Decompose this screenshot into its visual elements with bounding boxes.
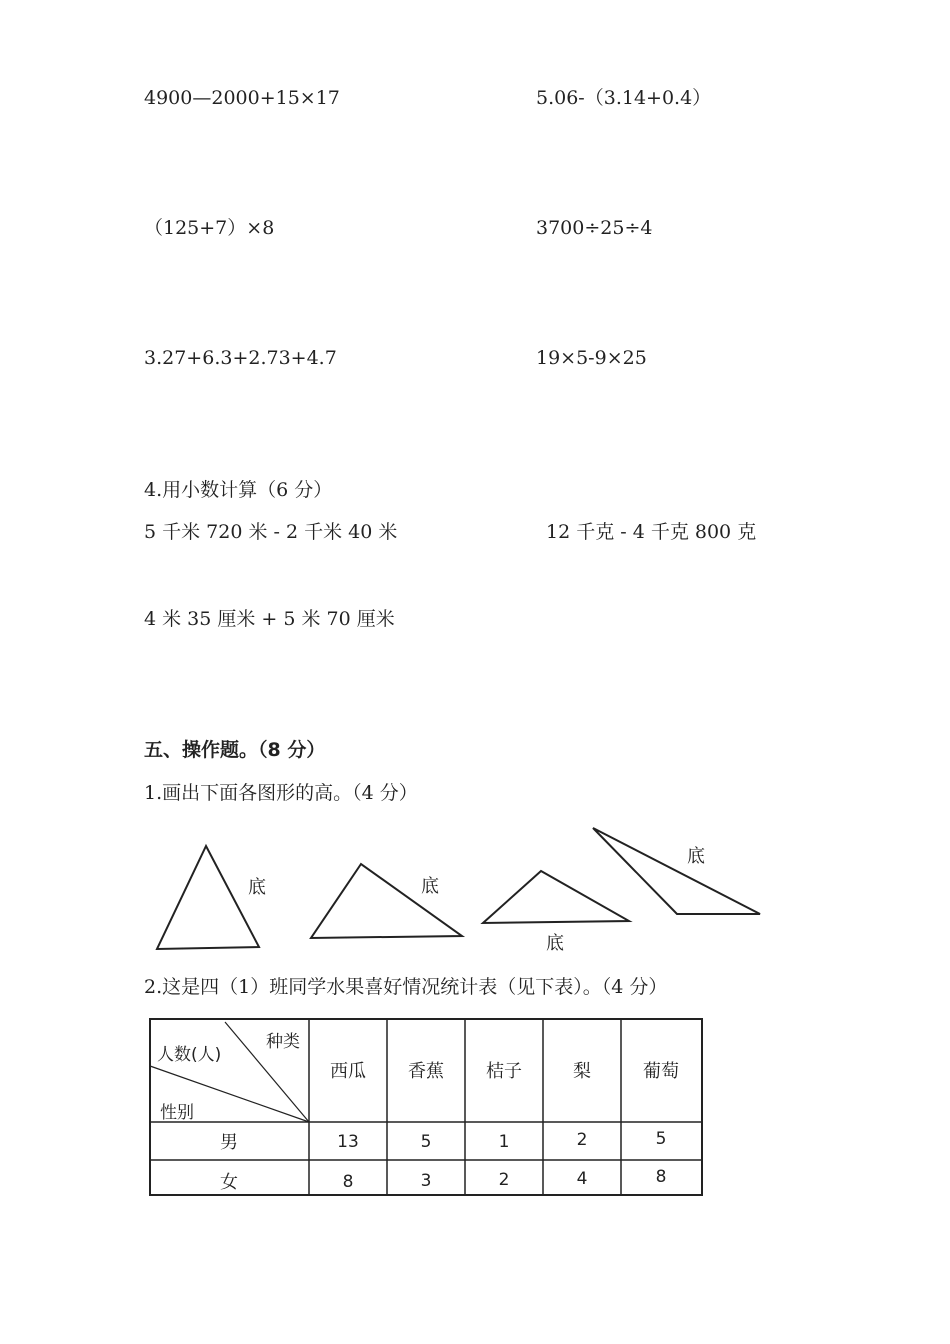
cell-male-grape: 5 bbox=[655, 1129, 667, 1149]
col-header-1: 西瓜 bbox=[330, 1061, 366, 1082]
row-label-male: 男 bbox=[220, 1132, 238, 1153]
q4-item-c: 4 米 35 厘米 + 5 米 70 厘米 bbox=[144, 608, 395, 630]
q4-item-a: 5 千米 720 米 - 2 千米 40 米 bbox=[144, 521, 398, 543]
base-label-2: 底 bbox=[421, 876, 439, 897]
fruit-table bbox=[0, 1010, 950, 1210]
q5-2-text: 2.这是四（1）班同学水果喜好情况统计表（见下表）。（4 分） bbox=[144, 976, 668, 998]
col-header-4: 梨 bbox=[573, 1061, 591, 1082]
cell-female-pear: 4 bbox=[576, 1169, 588, 1189]
calc-1-left: 4900—2000+15×17 bbox=[144, 87, 340, 109]
calc-3-left: 3.27+6.3+2.73+4.7 bbox=[144, 347, 337, 369]
table-corner-top: 种类 bbox=[266, 1032, 300, 1052]
base-label-3: 底 bbox=[546, 933, 564, 954]
col-header-3: 桔子 bbox=[486, 1061, 522, 1082]
table-corner-mid: 人数(人) bbox=[157, 1045, 222, 1065]
triangles-figure bbox=[0, 815, 950, 960]
triangle-3 bbox=[483, 871, 629, 923]
cell-female-banana: 3 bbox=[420, 1171, 432, 1191]
calc-1-right: 5.06-（3.14+0.4） bbox=[536, 87, 712, 109]
triangle-2 bbox=[311, 864, 462, 938]
q4-item-b: 12 千克 - 4 千克 800 克 bbox=[546, 521, 757, 543]
row-label-female: 女 bbox=[220, 1172, 238, 1193]
cell-female-grape: 8 bbox=[655, 1167, 667, 1187]
col-header-2: 香蕉 bbox=[408, 1061, 444, 1082]
calc-2-right: 3700÷25÷4 bbox=[536, 217, 653, 239]
cell-female-watermelon: 8 bbox=[342, 1172, 354, 1192]
col-header-5: 葡萄 bbox=[643, 1061, 679, 1082]
cell-male-pear: 2 bbox=[576, 1130, 588, 1150]
cell-male-orange: 1 bbox=[498, 1132, 510, 1152]
q5-1-text: 1.画出下面各图形的高。（4 分） bbox=[144, 782, 418, 804]
section-5-title: 五、操作题。（8 分） bbox=[144, 739, 326, 761]
base-label-4: 底 bbox=[687, 846, 705, 867]
table-corner-bottom: 性别 bbox=[160, 1103, 194, 1123]
triangle-4 bbox=[593, 828, 760, 914]
base-label-1: 底 bbox=[248, 877, 266, 898]
cell-male-banana: 5 bbox=[420, 1132, 432, 1152]
calc-3-right: 19×5-9×25 bbox=[536, 347, 647, 369]
triangle-1 bbox=[157, 846, 259, 949]
cell-female-orange: 2 bbox=[498, 1170, 510, 1190]
cell-male-watermelon: 13 bbox=[337, 1132, 359, 1152]
q4-title: 4.用小数计算（6 分） bbox=[144, 479, 333, 501]
calc-2-left: （125+7）×8 bbox=[144, 217, 275, 239]
